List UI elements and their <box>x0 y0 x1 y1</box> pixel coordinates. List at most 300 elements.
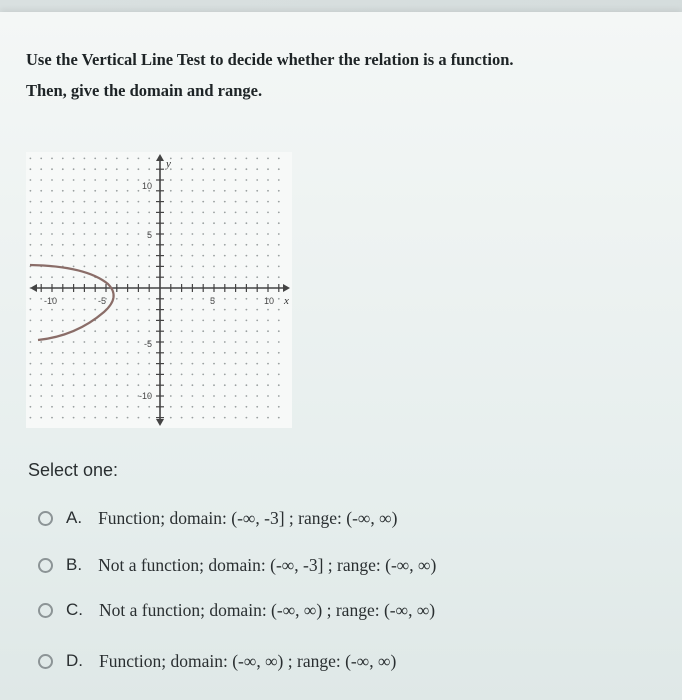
grid-dot <box>62 363 64 365</box>
grid-dot <box>224 374 226 376</box>
grid-dot <box>224 255 226 257</box>
grid-dot <box>224 341 226 343</box>
grid-dot <box>181 168 183 170</box>
grid-dot <box>105 374 107 376</box>
grid-dot <box>51 168 53 170</box>
grid-dot <box>192 374 194 376</box>
grid-dot <box>138 406 140 408</box>
grid-dot <box>116 395 118 397</box>
option-a-text: Function; domain: (-∞, -3] ; range: (-∞, ∞) <box>98 507 398 528</box>
grid-dot <box>170 309 172 311</box>
grid-dot <box>202 266 204 268</box>
grid-dot <box>170 179 172 181</box>
grid-dot <box>94 244 96 246</box>
grid-dot <box>84 168 86 170</box>
grid-dot <box>116 222 118 224</box>
grid-dot <box>170 255 172 257</box>
grid-dot <box>84 298 86 300</box>
grid-dot <box>148 374 150 376</box>
grid-dot <box>181 244 183 246</box>
grid-dot <box>94 222 96 224</box>
grid-dot <box>40 374 42 376</box>
option-b[interactable] <box>38 551 436 579</box>
grid-dot <box>213 233 215 235</box>
grid-dot <box>30 320 32 322</box>
grid-dot <box>116 352 118 354</box>
grid-dot <box>105 330 107 332</box>
grid-dot <box>127 406 129 408</box>
grid-dot <box>148 158 150 160</box>
option-d-text: Function; domain: (-∞, ∞) ; range: (-∞, ∞) <box>99 650 397 671</box>
grid-dot <box>138 298 140 300</box>
grid-dot <box>213 352 215 354</box>
grid-dot <box>235 222 237 224</box>
grid-dot <box>94 255 96 257</box>
grid-dot <box>51 309 53 311</box>
grid-dot <box>224 212 226 214</box>
grid-dot <box>278 330 280 332</box>
grid-dot <box>94 341 96 343</box>
grid-dot <box>278 276 280 278</box>
grid-dot <box>51 244 53 246</box>
grid-dot <box>138 384 140 386</box>
grid-dot <box>40 179 42 181</box>
grid-dot <box>127 255 129 257</box>
grid-dot <box>267 179 269 181</box>
grid-dot <box>256 222 258 224</box>
grid-dot <box>40 406 42 408</box>
grid-dot <box>170 233 172 235</box>
grid-dot <box>51 201 53 203</box>
grid-dot <box>127 320 129 322</box>
grid-dot <box>127 309 129 311</box>
tick-label-y-5: 5 <box>147 230 153 240</box>
grid-dot <box>256 244 258 246</box>
grid-dot <box>181 309 183 311</box>
grid-dot <box>94 179 96 181</box>
grid-dot <box>51 158 53 160</box>
grid-dot <box>138 233 140 235</box>
grid-dot <box>256 309 258 311</box>
grid-dot <box>138 179 140 181</box>
grid-dot <box>127 212 129 214</box>
grid-dot <box>256 341 258 343</box>
grid-dot <box>116 255 118 257</box>
grid-dot <box>213 341 215 343</box>
grid-dot <box>138 266 140 268</box>
grid-dot <box>278 168 280 170</box>
grid-dot <box>235 158 237 160</box>
grid-dot <box>256 320 258 322</box>
grid-dot <box>170 406 172 408</box>
grid-dot <box>51 212 53 214</box>
grid-dot <box>94 158 96 160</box>
grid-dot <box>246 244 248 246</box>
grid-dot <box>181 158 183 160</box>
grid-dot <box>213 276 215 278</box>
relation-graph <box>26 152 292 428</box>
grid-dot <box>105 406 107 408</box>
grid-dot <box>73 363 75 365</box>
grid-dot <box>267 395 269 397</box>
grid-dot <box>73 158 75 160</box>
grid-dot <box>256 266 258 268</box>
grid-dot <box>181 374 183 376</box>
grid-dot <box>213 212 215 214</box>
grid-dot <box>192 179 194 181</box>
grid-dot <box>256 212 258 214</box>
grid-dot <box>202 352 204 354</box>
grid-dot <box>127 233 129 235</box>
grid-dot <box>40 341 42 343</box>
grid-dot <box>224 320 226 322</box>
grid-dot <box>62 395 64 397</box>
grid-dot <box>40 352 42 354</box>
grid-dot <box>84 341 86 343</box>
grid-dot <box>235 298 237 300</box>
grid-dot <box>84 179 86 181</box>
grid-dot <box>224 352 226 354</box>
grid-dot <box>62 222 64 224</box>
grid-dot <box>73 255 75 257</box>
grid-dot <box>116 363 118 365</box>
grid-dot <box>62 320 64 322</box>
grid-dot <box>202 309 204 311</box>
grid-dot <box>105 212 107 214</box>
grid-dot <box>84 255 86 257</box>
grid-dot <box>213 330 215 332</box>
grid-dot <box>278 374 280 376</box>
grid-dot <box>105 179 107 181</box>
grid-dot <box>84 222 86 224</box>
grid-dot <box>192 384 194 386</box>
grid-dot <box>192 266 194 268</box>
grid-dot <box>267 201 269 203</box>
grid-dot <box>256 417 258 419</box>
grid-dot <box>278 352 280 354</box>
grid-dot <box>246 190 248 192</box>
grid-dot <box>84 352 86 354</box>
grid-dot <box>127 374 129 376</box>
grid-dot <box>235 276 237 278</box>
grid-dot <box>192 222 194 224</box>
grid-dot <box>202 190 204 192</box>
grid-dot <box>30 212 32 214</box>
grid-dot <box>73 244 75 246</box>
grid-dot <box>170 341 172 343</box>
grid-dot <box>170 276 172 278</box>
tick-label-x-neg5: -5 <box>98 296 107 306</box>
grid-dot <box>213 417 215 419</box>
grid-dot <box>278 309 280 311</box>
grid-dot <box>278 266 280 268</box>
grid-dot <box>181 384 183 386</box>
grid-dot <box>62 190 64 192</box>
grid-dot <box>213 244 215 246</box>
grid-dot <box>51 363 53 365</box>
grid-dot <box>40 168 42 170</box>
grid-dot <box>116 330 118 332</box>
grid-dot <box>127 384 129 386</box>
grid-dot <box>116 406 118 408</box>
grid-dot <box>181 190 183 192</box>
grid-dot <box>40 320 42 322</box>
grid-dot <box>105 233 107 235</box>
tick-label-y-neg10: -10 <box>139 391 153 401</box>
grid-dot <box>267 266 269 268</box>
grid-dot <box>256 168 258 170</box>
grid-dot <box>51 255 53 257</box>
grid-dot <box>51 374 53 376</box>
grid-dot <box>213 309 215 311</box>
grid-dot <box>116 374 118 376</box>
grid-dot <box>202 406 204 408</box>
grid-dot <box>202 330 204 332</box>
grid-dot <box>138 201 140 203</box>
grid-dot <box>235 179 237 181</box>
grid-dot <box>235 352 237 354</box>
grid-dot <box>30 168 32 170</box>
grid-dot <box>116 233 118 235</box>
grid-dot <box>94 406 96 408</box>
grid-dot <box>148 352 150 354</box>
grid-dot <box>105 190 107 192</box>
grid-dot <box>73 374 75 376</box>
grid-dot <box>181 255 183 257</box>
grid-dot <box>40 201 42 203</box>
grid-dot <box>181 233 183 235</box>
grid-dot <box>148 244 150 246</box>
tick-label-x-neg10: -10 <box>44 296 58 306</box>
grid-dot <box>213 222 215 224</box>
grid-dot <box>138 320 140 322</box>
grid-dot <box>30 222 32 224</box>
grid-dot <box>73 341 75 343</box>
grid-dot <box>73 298 75 300</box>
grid-dot <box>73 406 75 408</box>
grid-dot <box>127 417 129 419</box>
grid-dot <box>278 384 280 386</box>
grid-dot <box>51 406 53 408</box>
grid-dot <box>105 395 107 397</box>
grid-dot <box>256 298 258 300</box>
grid-dot <box>224 179 226 181</box>
grid-dot <box>246 330 248 332</box>
grid-dot <box>235 341 237 343</box>
option-b-letter: B. <box>66 555 83 574</box>
grid-dot <box>62 179 64 181</box>
grid-dot <box>267 276 269 278</box>
grid-dot <box>62 168 64 170</box>
grid-dot <box>105 158 107 160</box>
grid-dot <box>30 417 32 419</box>
tick-label-y-neg5: -5 <box>144 339 153 349</box>
grid-dot <box>62 276 64 278</box>
grid-dot <box>138 309 140 311</box>
grid-dot <box>40 298 42 300</box>
grid-dot <box>246 212 248 214</box>
grid-dot <box>73 190 75 192</box>
grid-dot <box>127 341 129 343</box>
grid-dot <box>105 255 107 257</box>
grid-dot <box>73 320 75 322</box>
grid-dot <box>94 201 96 203</box>
grid-dot <box>84 395 86 397</box>
grid-dot <box>278 190 280 192</box>
grid-dot <box>62 255 64 257</box>
grid-dot <box>40 244 42 246</box>
grid-dot <box>148 298 150 300</box>
grid-dot <box>278 179 280 181</box>
grid-dot <box>62 244 64 246</box>
grid-dot <box>84 417 86 419</box>
grid-dot <box>224 309 226 311</box>
grid-dot <box>73 352 75 354</box>
grid-dot <box>202 341 204 343</box>
grid-dot <box>148 255 150 257</box>
grid-dot <box>278 341 280 343</box>
grid-dot <box>235 233 237 235</box>
grid-dot <box>84 212 86 214</box>
grid-dot <box>213 190 215 192</box>
grid-dot <box>94 266 96 268</box>
grid-dot <box>202 395 204 397</box>
grid-dot <box>213 384 215 386</box>
grid-dot <box>138 158 140 160</box>
grid-dot <box>51 222 53 224</box>
grid-dot <box>246 417 248 419</box>
grid-dot <box>213 168 215 170</box>
grid-dot <box>181 276 183 278</box>
option-b-radio[interactable] <box>38 558 53 573</box>
grid-dot <box>127 179 129 181</box>
grid-dot <box>170 222 172 224</box>
grid-dot <box>192 363 194 365</box>
grid-dot <box>62 406 64 408</box>
grid-dot <box>73 222 75 224</box>
option-a-letter: A. <box>66 508 83 527</box>
grid-dot <box>73 179 75 181</box>
option-c-radio[interactable] <box>38 603 53 618</box>
grid-dot <box>202 179 204 181</box>
option-d-letter: D. <box>66 651 83 670</box>
grid-dot <box>73 276 75 278</box>
grid-dot <box>192 352 194 354</box>
grid-dot <box>127 158 129 160</box>
grid-dot <box>170 212 172 214</box>
grid-dot <box>51 179 53 181</box>
grid-dot <box>181 341 183 343</box>
grid-dot <box>30 190 32 192</box>
option-d-radio[interactable] <box>38 654 53 669</box>
grid-dot <box>246 201 248 203</box>
grid-dot <box>181 406 183 408</box>
grid-dot <box>256 190 258 192</box>
grid-dot <box>213 374 215 376</box>
grid-dot <box>127 266 129 268</box>
grid-dot <box>235 374 237 376</box>
option-d[interactable] <box>38 647 396 675</box>
x-axis-label: x <box>284 295 289 307</box>
grid-dot <box>62 298 64 300</box>
grid-dot <box>224 190 226 192</box>
grid-dot <box>138 352 140 354</box>
grid-dot <box>192 255 194 257</box>
grid-dot <box>40 255 42 257</box>
grid-dot <box>73 417 75 419</box>
grid-dot <box>94 384 96 386</box>
grid-dot <box>30 330 32 332</box>
grid-dot <box>148 168 150 170</box>
grid-dot <box>235 190 237 192</box>
grid-dot <box>116 179 118 181</box>
grid-dot <box>192 212 194 214</box>
grid-dot <box>256 406 258 408</box>
grid-dot <box>202 158 204 160</box>
grid-dot <box>235 212 237 214</box>
grid-dot <box>73 212 75 214</box>
grid-dot <box>170 384 172 386</box>
grid-dot <box>30 406 32 408</box>
grid-dot <box>94 309 96 311</box>
grid-dot <box>116 201 118 203</box>
grid-dot <box>105 266 107 268</box>
x-axis-arrow-right <box>283 284 290 292</box>
grid-dot <box>116 276 118 278</box>
grid-dot <box>224 406 226 408</box>
grid-dot <box>127 395 129 397</box>
y-axis-arrow-up <box>156 154 164 161</box>
grid-dot <box>105 201 107 203</box>
grid-dot <box>105 276 107 278</box>
grid-dot <box>181 363 183 365</box>
grid-dot <box>256 233 258 235</box>
option-c-letter: C. <box>66 600 83 619</box>
grid-dot <box>84 190 86 192</box>
grid-dot <box>30 244 32 246</box>
option-a-radio[interactable] <box>38 511 53 526</box>
grid-dot <box>256 395 258 397</box>
question-text <box>26 44 646 106</box>
grid-dot <box>170 201 172 203</box>
grid-dot <box>73 266 75 268</box>
grid-dot <box>278 212 280 214</box>
grid-dot <box>278 201 280 203</box>
grid-dot <box>138 276 140 278</box>
grid-dot <box>256 384 258 386</box>
grid-dot <box>235 417 237 419</box>
grid-dot <box>73 233 75 235</box>
grid-dot <box>127 168 129 170</box>
grid-dot <box>246 233 248 235</box>
grid-dot <box>224 158 226 160</box>
grid-dot <box>105 341 107 343</box>
grid-dot <box>202 298 204 300</box>
grid-dot <box>51 384 53 386</box>
grid-dot <box>235 244 237 246</box>
grid-dot <box>170 374 172 376</box>
grid-dot <box>181 298 183 300</box>
option-a[interactable] <box>38 504 397 532</box>
grid-dot <box>138 244 140 246</box>
grid-dot <box>246 406 248 408</box>
grid-dot <box>30 276 32 278</box>
grid-dot <box>267 233 269 235</box>
grid-dot <box>148 330 150 332</box>
grid-dot <box>40 222 42 224</box>
grid-dot <box>224 417 226 419</box>
option-c[interactable] <box>38 596 435 624</box>
